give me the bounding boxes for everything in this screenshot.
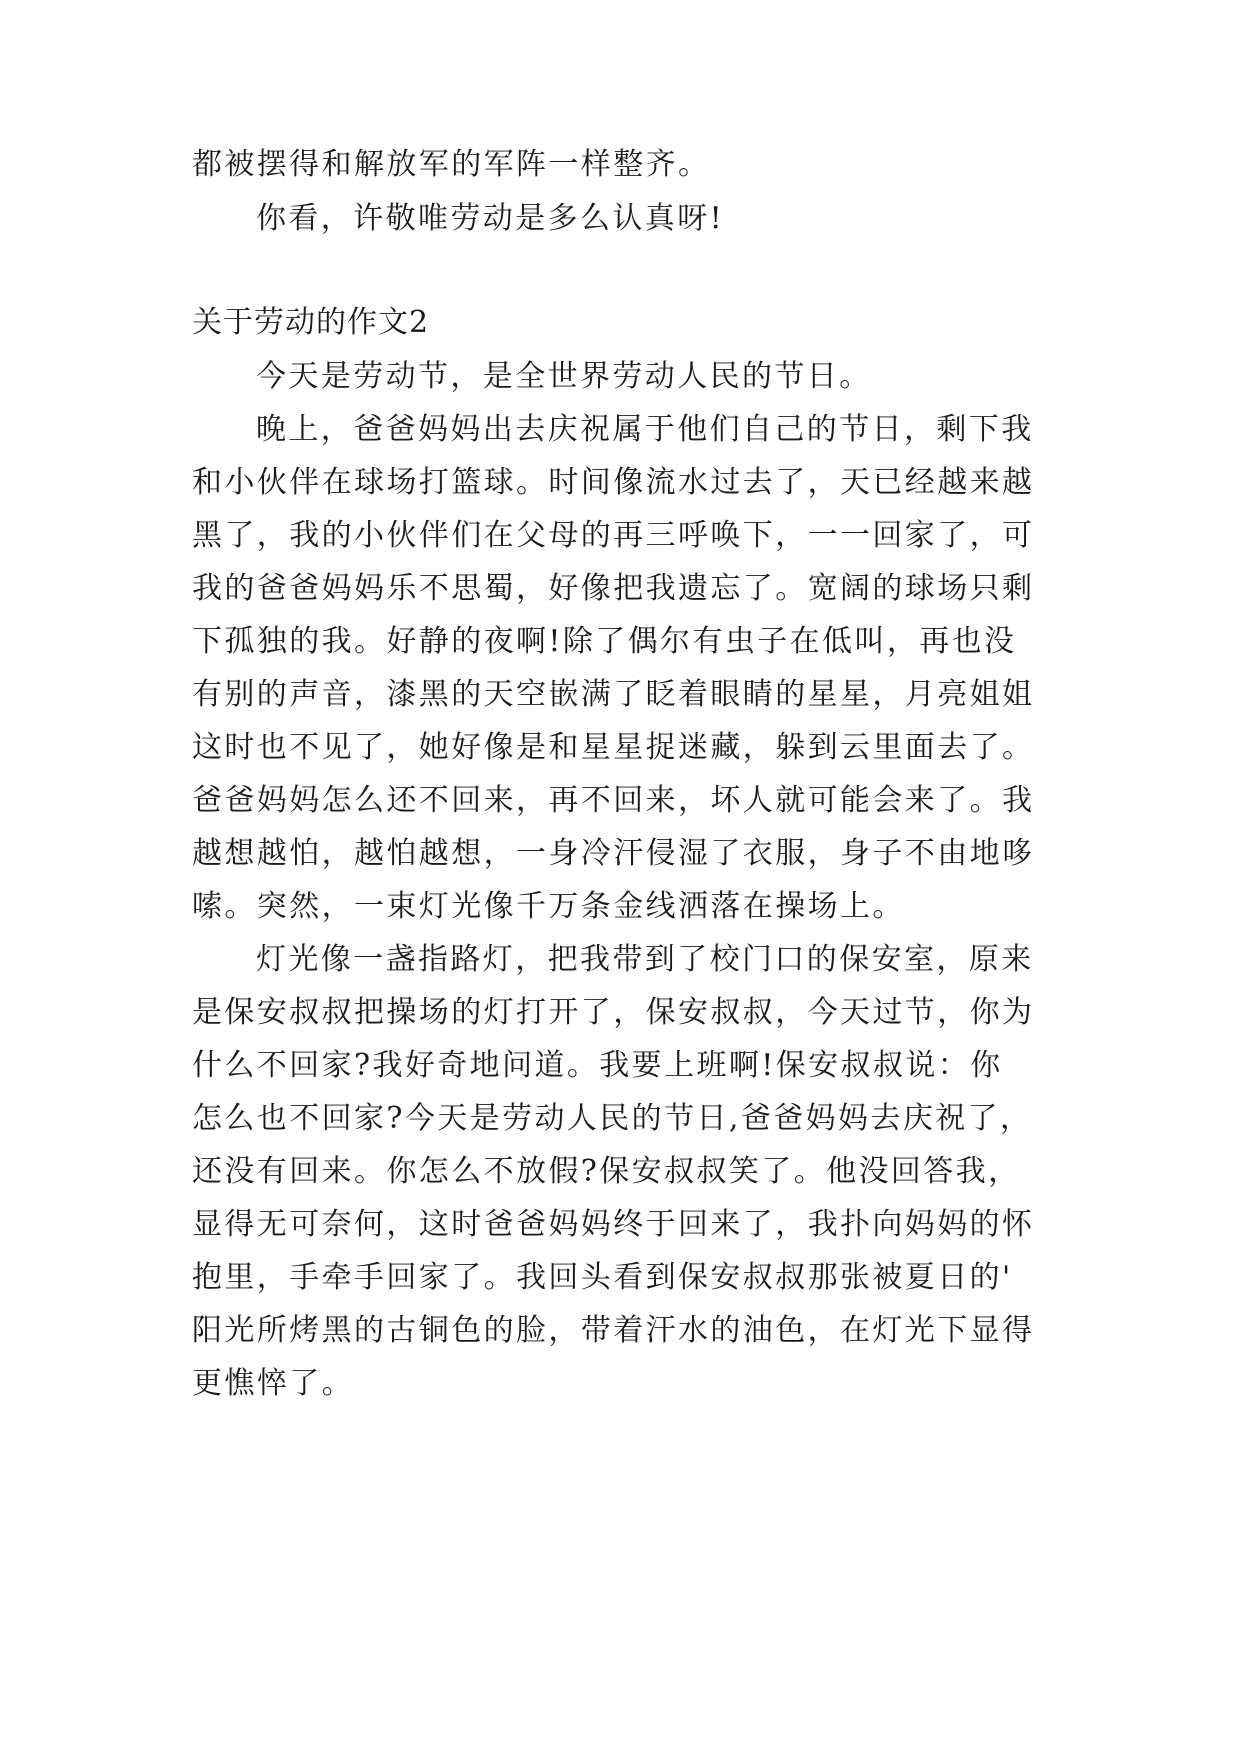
text-line: 爸爸妈妈怎么还不回来，再不回来，坏人就可能会来了。我 [192,783,1035,818]
text-line: 今天是劳动节，是全世界劳动人民的节日。 [256,359,872,394]
text-line: 还没有回来。你怎么不放假?保安叔叔笑了。他没回答我， [192,1154,1021,1189]
text-line: 你看，许敬唯劳动是多么认真呀! [256,201,725,236]
text-line: 下孤独的我。好静的夜啊!除了偶尔有虫子在低叫，再也没 [192,624,1017,659]
text-line: 我的爸爸妈妈乐不思蜀，好像把我遗忘了。宽阔的球场只剩 [192,571,1035,606]
text-line: 抱里，手牵手回家了。我回头看到保安叔叔那张被夏日的' [192,1260,1013,1295]
text-line: 有别的声音，漆黑的天空嵌满了眨着眼睛的星星，月亮姐姐 [192,677,1035,712]
text-line: 都被摆得和解放军的军阵一样整齐。 [192,147,711,182]
text-line: 更憔悴了。 [192,1366,354,1401]
text-line: 和小伙伴在球场打篮球。时间像流水过去了，天已经越来越 [192,465,1035,500]
text-line: 阳光所烤黑的古铜色的脸，带着汗水的油色，在灯光下显得 [192,1313,1035,1348]
text-line: 怎么也不回家?今天是劳动人民的节日,爸爸妈妈去庆祝了， [192,1101,1033,1136]
text-line: 黑了，我的小伙伴们在父母的再三呼唤下，一一回家了，可 [192,518,1035,553]
text-line: 越想越怕，越怕越想，一身冷汗侵湿了衣服，身子不由地哆 [192,836,1035,871]
text-line: 是保安叔叔把操场的灯打开了，保安叔叔，今天过节，你为 [192,995,1035,1030]
text-line: 这时也不见了，她好像是和星星捉迷藏，躲到云里面去了。 [192,730,1035,765]
text-line: 嗦。突然，一束灯光像千万条金线洒落在操场上。 [192,889,905,924]
section-title: 关于劳动的作文2 [192,305,430,340]
text-line: 什么不回家?我好奇地问道。我要上班啊!保安叔叔说：你 [192,1048,1003,1083]
text-line: 灯光像一盏指路灯，把我带到了校门口的保安室，原来 [256,942,1034,977]
text-line: 晚上，爸爸妈妈出去庆祝属于他们自己的节日，剩下我 [256,412,1034,447]
text-line: 显得无可奈何，这时爸爸妈妈终于回来了，我扑向妈妈的怀 [192,1207,1035,1242]
